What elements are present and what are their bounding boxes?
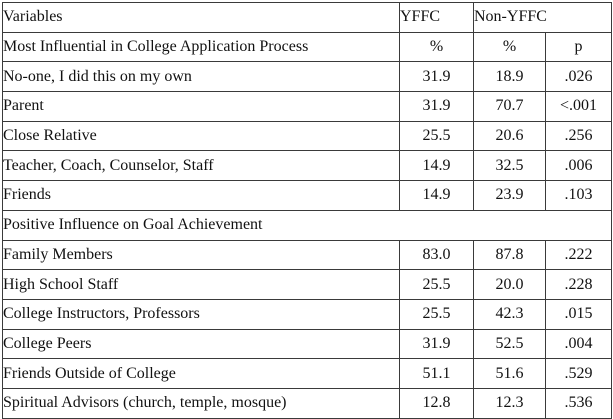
non-yffc-value: 20.6 [474, 121, 546, 151]
header-yffc: YFFC [400, 3, 474, 33]
row-label: Friends [3, 181, 400, 211]
header-variables: Variables [3, 3, 400, 33]
row-label: High School Staff [3, 270, 400, 300]
non-yffc-value: 12.3 [474, 388, 546, 418]
table-row [3, 270, 612, 300]
row-label: College Peers [3, 329, 400, 359]
yffc-value: 31.9 [400, 62, 474, 92]
section-header-row [3, 210, 612, 240]
table-row [3, 181, 612, 211]
non-yffc-value: 32.5 [474, 151, 546, 181]
yffc-value: 31.9 [400, 329, 474, 359]
yffc-value: 83.0 [400, 240, 474, 270]
header-row [3, 3, 612, 33]
non-yffc-value: 23.9 [474, 181, 546, 211]
unit-yffc: % [400, 32, 474, 62]
row-label: College Instructors, Professors [3, 299, 400, 329]
unit-p: p [546, 32, 612, 62]
non-yffc-value: 52.5 [474, 329, 546, 359]
yffc-value: 25.5 [400, 299, 474, 329]
p-value: .006 [546, 151, 612, 181]
yffc-value: 12.8 [400, 388, 474, 418]
table-row [3, 62, 612, 92]
row-label: Parent [3, 92, 400, 122]
table-row [3, 388, 612, 418]
p-value: .103 [546, 181, 612, 211]
row-label: Teacher, Coach, Counselor, Staff [3, 151, 400, 181]
non-yffc-value: 87.8 [474, 240, 546, 270]
p-value: .026 [546, 62, 612, 92]
row-label: Close Relative [3, 121, 400, 151]
table-row [3, 299, 612, 329]
non-yffc-value: 42.3 [474, 299, 546, 329]
section-title: Positive Influence on Goal Achievement [3, 210, 612, 240]
section-title: Most Influential in College Application Process [3, 32, 400, 62]
non-yffc-value: 20.0 [474, 270, 546, 300]
row-label: Spiritual Advisors (church, temple, mosque) [3, 388, 400, 418]
yffc-value: 25.5 [400, 121, 474, 151]
non-yffc-value: 18.9 [474, 62, 546, 92]
table-row [3, 121, 612, 151]
row-label: Friends Outside of College [3, 359, 400, 389]
row-label: No-one, I did this on my own [3, 62, 400, 92]
non-yffc-value: 70.7 [474, 92, 546, 122]
p-value: .256 [546, 121, 612, 151]
table-row [3, 240, 612, 270]
yffc-value: 25.5 [400, 270, 474, 300]
row-label: Family Members [3, 240, 400, 270]
results-table [2, 2, 612, 419]
table-row [3, 359, 612, 389]
table-body [3, 3, 612, 419]
p-value: .536 [546, 388, 612, 418]
yffc-value: 14.9 [400, 181, 474, 211]
yffc-value: 31.9 [400, 92, 474, 122]
p-value: .228 [546, 270, 612, 300]
unit-non-yffc: % [474, 32, 546, 62]
table-row [3, 92, 612, 122]
table-row [3, 329, 612, 359]
section-header-row [3, 32, 612, 62]
p-value: .529 [546, 359, 612, 389]
non-yffc-value: 51.6 [474, 359, 546, 389]
header-non-yffc: Non-YFFC [474, 3, 612, 33]
yffc-value: 14.9 [400, 151, 474, 181]
yffc-value: 51.1 [400, 359, 474, 389]
table-row [3, 151, 612, 181]
p-value: .015 [546, 299, 612, 329]
p-value: .222 [546, 240, 612, 270]
p-value: .004 [546, 329, 612, 359]
p-value: <.001 [546, 92, 612, 122]
